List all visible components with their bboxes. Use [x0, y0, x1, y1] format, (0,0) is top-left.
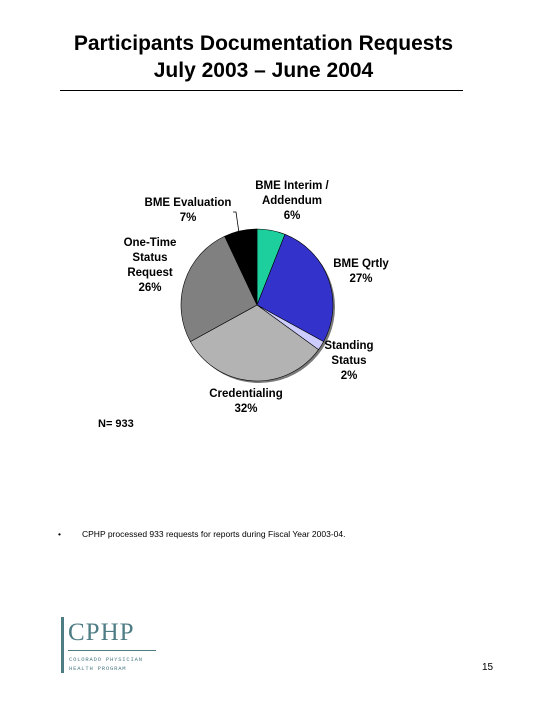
sample-size-label: N= 933 — [98, 418, 134, 430]
slice-label-3: Standing Status 2% — [324, 340, 374, 382]
logo-accent-bar — [61, 617, 64, 673]
slice-label-1: BME Interim / Addendum 6% — [255, 180, 329, 222]
title-line-2: July 2003 – June 2004 — [153, 59, 374, 82]
slice-label-5: One-Time Status Request 26% — [123, 237, 177, 294]
logo-subtitle-line-2: HEALTH PROGRAM — [69, 665, 127, 672]
slice-label-6: BME Evaluation 7% — [144, 197, 232, 224]
bullet-symbol: • — [58, 529, 61, 539]
logo-wordmark: CPHP — [68, 619, 135, 646]
page-number: 15 — [482, 662, 494, 673]
slice-label-4: Credentialing 32% — [209, 388, 283, 415]
label-leader-line — [233, 212, 239, 233]
logo-subtitle-line-1: COLORADO PHYSICIAN — [69, 656, 143, 663]
logo-subtitle — [69, 655, 143, 673]
slice-label-2: BME Qrtly 27% — [333, 258, 389, 285]
logo-divider — [68, 650, 156, 651]
title-line-1: Participants Documentation Requests — [73, 32, 454, 55]
bullet-text: CPHP processed 933 requests for reports during Fiscal Year 2003-04. — [82, 529, 346, 539]
